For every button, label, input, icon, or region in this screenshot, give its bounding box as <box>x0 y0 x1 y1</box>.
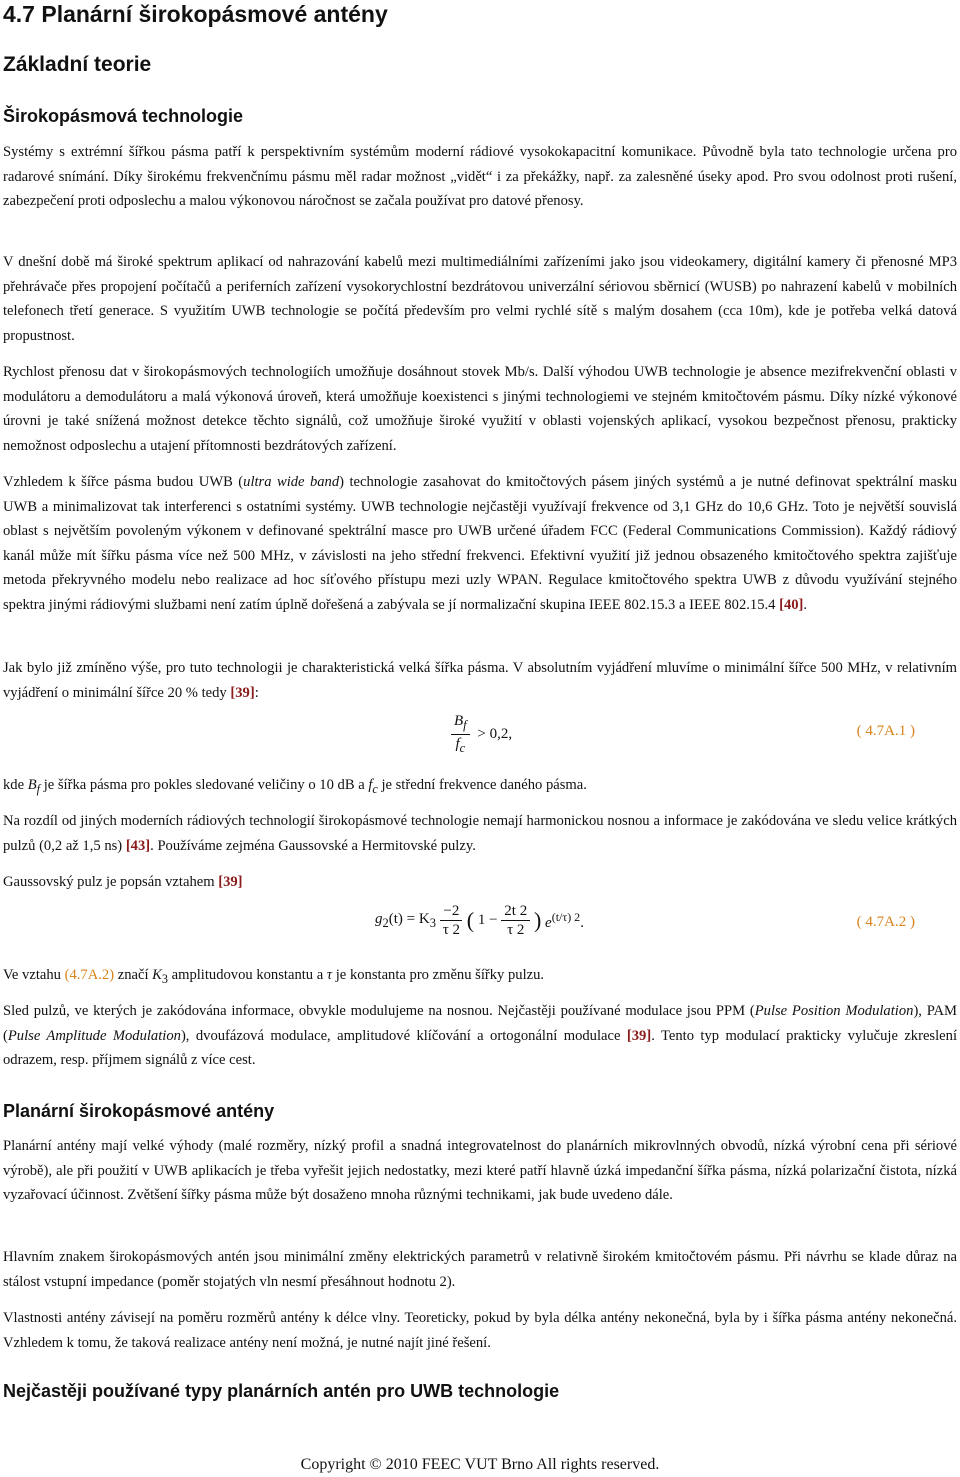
equation-label-1: ( 4.7A.1 ) <box>856 723 915 739</box>
subsection-title-planar-antennas: Planární širokopásmové antény <box>3 1101 275 1121</box>
paragraph-5: Jak bylo již zmíněno výše, pro tuto technologii je charakteristická velká šířka pásma. V absolutním vyjádření mluvíme o minimální šířce 500 MHz, v relativním vyjádření o minimální šířce 20 % tedy [39]: <box>3 660 957 701</box>
citation-43[interactable]: [43] <box>125 837 151 854</box>
copyright-footer: Copyright © 2010 FEEC VUT Brno All rights reserved. <box>300 1456 660 1473</box>
paragraph-6: kde $B_f$ je šířka pásma pro pokles sledované veličiny o 10 dB a $f_c$ je střední frekvence daného pásma. <box>3 777 587 796</box>
paragraph-11: Planární antény mají velké výhody (malé rozměry, nízký profil a snadná integrovatelnost do planárních mikrovlnných obvodů, nízká výrobní cena při sériové výrobě), ale při použití v UWB aplikacích je třeba vyřešit jejich nedostatky, mezi které patří hlavně úzká impedanční šířka pásma, nízká polarizační čistota, nízká vyzařovací účinnost. Zvětšení šířky pásma může být dosaženo mnoha různými technikami, jak bude uvedeno dále. <box>3 1138 957 1204</box>
fraction-2t2-tau2: $\frac{2t 2}{\tau 2}$ <box>501 902 530 939</box>
equation-reference[interactable]: (4.7A.2) <box>64 967 115 983</box>
citation-40[interactable]: [40] <box>779 596 804 613</box>
paragraph-13: Vlastnosti antény závisejí na poměru rozměrů antény k délce vlny. Teoreticky, pokud by byla délka antény nekonečná, byla by i šířka pásma antény nekonečná. Vzhledem k tomu, že taková realizace antény není možná, je nutné najít jiné řešení. <box>3 1310 957 1351</box>
chapter-title: 4.7 Planární širokopásmové antény <box>3 1 388 27</box>
paragraph-9: Ve vztahu (4.7A.2) značí $K_3$ amplitudovou konstantu a τ je konstanta pro změnu šířky pulzu. <box>3 967 545 986</box>
paragraph-3: Rychlost přenosu dat v širokopásmových technologiích umožňuje dosáhnout stovek Mb/s. Další výhodou UWB technologie je absence mezifrekvenční oblasti v modulátoru a demodulátoru a malá výkonová úroveň, která umožňuje koexistenci s jinými technologiemi ve stejném kmitočtovém pásmu. Díky nízké výkonové úrovni je také snížená možnost detekce těchto signálů, což umožňuje široké využití v oblasti vojenských aplikací, vysokou bezpečnost přenosu, prakticky nemožnost odposlechu a utajení přítomnosti bezdrátových zařízení. <box>3 364 957 454</box>
paragraph-12: Hlavním znakem širokopásmových antén jsou minimální změny elektrických parametrů v relativně širokém kmitočtovém pásmu. Při návrhu se klade důraz na stálost vstupní impedance (poměr stojatých vln nesmí přesáhnout hodnotu 2). <box>3 1249 957 1290</box>
paragraph-2: V dnešní době má široké spektrum aplikací od nahrazování kabelů mezi multimediálními zařízeními jako jsou videokamery, digitální kamery či přenosné MP3 přehrávače přes propojení počítačů a periferních zařízení vysokorychlostní bezdrátovou univerzální sériovou sběrnicí (WUSB) po nahrazení kabelů v mobilních telefonech třetí generace. S využitím UWB technologie se počítá především pro velmi rychlé sítě s malým dosahem (cca 10m), kde je potřeba velká datová propustnost. <box>3 254 957 344</box>
citation-39-c[interactable]: [39] <box>626 1027 652 1044</box>
citation-39[interactable]: [39] <box>230 684 255 701</box>
paragraph-8: Gaussovský pulz je popsán vztahem [39] <box>3 874 243 890</box>
citation-39-b[interactable]: [39] <box>218 874 243 890</box>
paragraph-4: Vzhledem k šířce pásma budou UWB (ultra wide band) technologie zasahovat do kmitočtových pásem jiných systémů a je nutné definovat spektrální masku UWB a minimalizovat tak interferenci s ostatními systémy. UWB technologie nejčastěji využívají frekvence od 3,1 GHz do 10,6 GHz. Toto je největší souvislá oblast s největším povoleným výkonem v definované spektrální masce pro UWB určené úřadem FCC (Federal Communications Commission). Každý rádiový kanál může mít šířku pásma více než 500 MHz, v závislosti na jeho střední frekvenci. Efektivní využití již jednou obsazeného kmitočtového spektra zajišťuje metoda překryvného modelu nebo realizace ad hoc síťového přístupu mezi uzly WPAN. Regulace kmitočtového spektra UWB z důvodu využívání stejného spektra jinými rádiovými službami není zatím úplně dořešená a zabývala se jí normalizační skupina IEEE 802.15.3 a IEEE 802.15.4 [40]. <box>3 474 957 613</box>
paragraph-1: Systémy s extrémní šířkou pásma patří k perspektivním systémům moderní rádiové vysokokapacitní komunikace. Původně byla tato technologie určena pro radarové snímání. Díky širokému frekvenčnímu pásmu měl radar možnost „vidět“ i za překážky, např. za zalesněné úseky apod. Pro svou odolnost proti rušení, zabezpečení proti odposlechu a malou výkonovou náročnost se začala používat pro datové přenosy. <box>3 144 957 210</box>
subsection-title-wideband-technology: Širokopásmová technologie <box>3 106 244 126</box>
fraction-minus2-tau2: $\frac{-2}{\tau 2}$ <box>440 902 463 939</box>
paragraph-10: Sled pulzů, ve kterých je zakódována informace, obvykle modulujeme na nosnou. Nejčastěji používané modulace jsou PPM (Pulse Position Modulation), PAM (Pulse Amplitude Modulation), dvoufázová modulace, amplitudové klíčování a ortogonální modulace [39]. Tento typ modulací prakticky vylučuje zkreslení odrazem, resp. příjmem signálů z více cest. <box>3 1003 957 1069</box>
fraction-bf-fc: $\frac{B_f}{f_c}$ <box>451 712 470 757</box>
equation-label-2: ( 4.7A.2 ) <box>856 914 915 930</box>
subsection-title-uwb-planar-types: Nejčastěji používané typy planárních antén pro UWB technologie <box>3 1381 560 1401</box>
paragraph-7: Na rozdíl od jiných moderních rádiových technologií širokopásmové technologie nemají harmonickou nosnou a informace je zakódována ve sledu velice krátkých pulzů (0,2 až 1,5 ns) [43]. Používáme zejména Gaussovské a Hermitovské pulzy. <box>3 813 957 854</box>
section-title-basic-theory: Základní teorie <box>3 53 152 76</box>
